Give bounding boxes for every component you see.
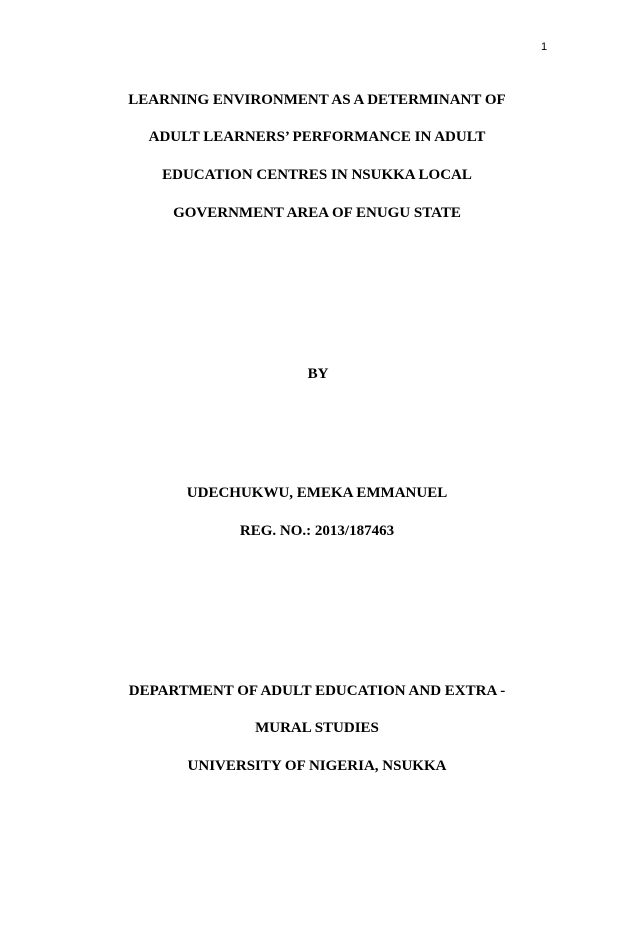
title-line-4: GOVERNMENT AREA OF ENUGU STATE <box>173 205 461 221</box>
author-name: UDECHUKWU, EMEKA EMMANUEL <box>186 485 448 501</box>
page-number: 1 <box>541 41 548 53</box>
title-line-1: LEARNING ENVIRONMENT AS A DETERMINANT OF <box>128 92 506 108</box>
department-line-2: MURAL STUDIES <box>255 720 379 736</box>
registration-number: REG. NO.: 2013/187463 <box>239 523 395 539</box>
title-line-3: EDUCATION CENTRES IN NSUKKA LOCAL <box>162 167 472 183</box>
by-label: BY <box>307 366 329 382</box>
department-line-1: DEPARTMENT OF ADULT EDUCATION AND EXTRA - <box>128 683 506 699</box>
university-name: UNIVERSITY OF NIGERIA, NSUKKA <box>187 758 447 774</box>
title-line-2: ADULT LEARNERS’ PERFORMANCE IN ADULT <box>148 129 486 145</box>
